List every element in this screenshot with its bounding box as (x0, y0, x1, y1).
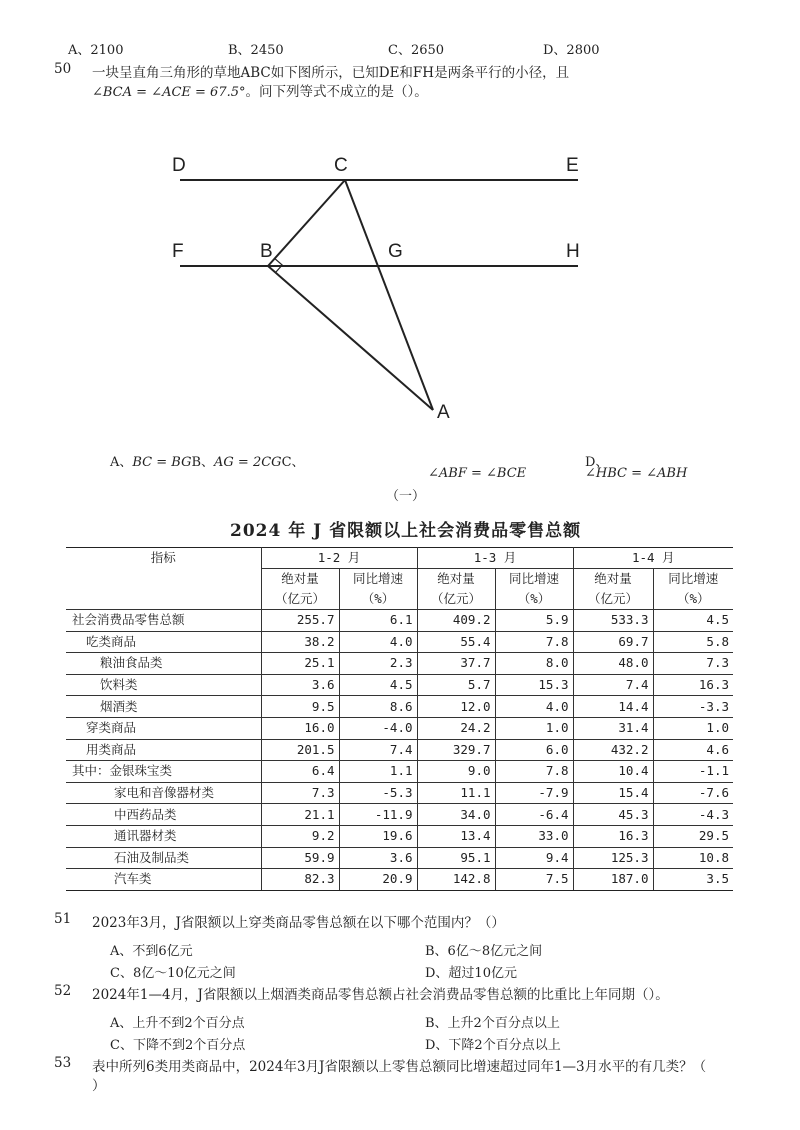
cell-growth: -4.0 (339, 717, 417, 739)
cell-absolute: 12.0 (417, 696, 495, 718)
cell-absolute: 432.2 (573, 739, 653, 761)
q52-option-d[interactable]: D、下降2个百分点以上 (425, 1038, 561, 1053)
cell-growth: 29.5 (653, 825, 733, 847)
cell-growth: 7.8 (495, 631, 573, 653)
header-growth: 同比增速 (495, 569, 573, 590)
header-abs-unit: （亿元） (417, 589, 495, 610)
cell-absolute: 59.9 (261, 847, 339, 869)
q50-option-b-prefix[interactable]: B、 (191, 455, 215, 470)
cell-growth: 8.6 (339, 696, 417, 718)
q50-number: 50 (54, 61, 72, 77)
q51-number: 51 (54, 911, 72, 927)
q49-option-c[interactable]: C、2650 (388, 43, 445, 58)
row-label: 烟酒类 (66, 696, 261, 718)
segment-ca (345, 180, 433, 410)
cell-absolute: 82.3 (261, 869, 339, 891)
q53-text: 表中所列6类用类商品中，2024年3月J省限额以上零售总额同比增速超过同年1—3月水平的有几类？（ (92, 1059, 707, 1075)
cell-growth: -5.3 (339, 782, 417, 804)
row-label: 石油及制品类 (66, 847, 261, 869)
q50-option-a-prefix[interactable]: A、 (110, 455, 133, 470)
row-label: 社会消费品零售总额 (66, 610, 261, 632)
header-growth-unit: （%） (339, 589, 417, 610)
label-c: C (334, 155, 348, 176)
label-e: E (566, 155, 579, 176)
cell-growth: 1.1 (339, 761, 417, 783)
q51-option-a[interactable]: A、不到6亿元 (110, 944, 193, 959)
q49-option-a[interactable]: A、2100 (68, 43, 124, 58)
header-abs-unit: （亿元） (573, 589, 653, 610)
cell-absolute: 329.7 (417, 739, 495, 761)
cell-growth: 2.3 (339, 653, 417, 675)
q50-option-b[interactable]: AG = 2CG (214, 455, 282, 470)
q52-option-c[interactable]: C、下降不到2个百分点 (110, 1038, 246, 1053)
cell-absolute: 15.4 (573, 782, 653, 804)
header-period-3: 1-4 月 (573, 548, 733, 569)
cell-growth: -7.6 (653, 782, 733, 804)
q51-option-c[interactable]: C、8亿～10亿元之间 (110, 966, 236, 981)
q49-option-b[interactable]: B、2450 (228, 43, 284, 58)
label-d: D (172, 155, 186, 176)
header-growth: 同比增速 (339, 569, 417, 590)
cell-absolute: 142.8 (417, 869, 495, 891)
cell-absolute: 25.1 (261, 653, 339, 675)
table-row (66, 782, 733, 804)
header-abs: 绝对量 (417, 569, 495, 590)
cell-growth: 4.5 (339, 674, 417, 696)
row-label: 其中：金银珠宝类 (66, 761, 261, 783)
q50-option-c[interactable]: ∠ABF = ∠BCE (428, 466, 527, 481)
q50-text: 一块呈直角三角形的草地ABC如下图所示，已知DE和FH是两条平行的小径，且 (92, 65, 570, 81)
q51-option-d[interactable]: D、超过10亿元 (425, 966, 517, 981)
cell-growth: 19.6 (339, 825, 417, 847)
cell-absolute: 34.0 (417, 804, 495, 826)
cell-growth: 4.0 (495, 696, 573, 718)
cell-growth: 15.3 (495, 674, 573, 696)
q51-text: 2023年3月，J省限额以上穿类商品零售总额在以下哪个范围内？（） (92, 915, 505, 931)
q52-option-a[interactable]: A、上升不到2个百分点 (110, 1016, 245, 1031)
segment-bc (268, 180, 345, 266)
cell-growth: -1.1 (653, 761, 733, 783)
table-row (66, 696, 733, 718)
label-h: H (566, 241, 580, 262)
cell-growth: 3.6 (339, 847, 417, 869)
table-row (66, 653, 733, 675)
cell-absolute: 11.1 (417, 782, 495, 804)
cell-absolute: 69.7 (573, 631, 653, 653)
row-label: 通讯器材类 (66, 825, 261, 847)
cell-absolute: 14.4 (573, 696, 653, 718)
cell-absolute: 125.3 (573, 847, 653, 869)
table-title: 2024 年 J 省限额以上社会消费品零售总额 (230, 521, 582, 541)
cell-growth: 20.9 (339, 869, 417, 891)
cell-absolute: 55.4 (417, 631, 495, 653)
cell-growth: 6.1 (339, 610, 417, 632)
cell-growth: -11.9 (339, 804, 417, 826)
cell-growth: 1.0 (495, 717, 573, 739)
cell-growth: 4.5 (653, 610, 733, 632)
header-abs: 绝对量 (261, 569, 339, 590)
header-growth-unit: （%） (653, 589, 733, 610)
cell-absolute: 13.4 (417, 825, 495, 847)
cell-absolute: 187.0 (573, 869, 653, 891)
table-row (66, 847, 733, 869)
q50-option-c-prefix[interactable]: C、 (281, 455, 305, 470)
cell-absolute: 9.0 (417, 761, 495, 783)
q52-text: 2024年1—4月，J省限额以上烟酒类商品零售总额占社会消费品零售总额的比重比上年同期（）。 (92, 987, 669, 1003)
q52-number: 52 (54, 983, 72, 999)
cell-growth: 3.5 (653, 869, 733, 891)
cell-growth: 5.9 (495, 610, 573, 632)
cell-growth: 6.0 (495, 739, 573, 761)
cell-growth: 10.8 (653, 847, 733, 869)
row-label: 吃类商品 (66, 631, 261, 653)
row-label: 汽车类 (66, 869, 261, 891)
cell-growth: 4.0 (339, 631, 417, 653)
cell-absolute: 9.5 (261, 696, 339, 718)
header-abs: 绝对量 (573, 569, 653, 590)
header-period-1: 1-2 月 (261, 548, 417, 569)
q53-text-cont: ） (92, 1078, 106, 1094)
cell-growth: -6.4 (495, 804, 573, 826)
cell-absolute: 21.1 (261, 804, 339, 826)
q52-option-b[interactable]: B、上升2个百分点以上 (425, 1016, 560, 1031)
header-growth-unit: （%） (495, 589, 573, 610)
header-growth: 同比增速 (668, 571, 719, 586)
cell-absolute: 37.7 (417, 653, 495, 675)
cell-growth: -4.3 (653, 804, 733, 826)
cell-absolute: 10.4 (573, 761, 653, 783)
table-row (66, 869, 733, 891)
cell-absolute: 533.3 (573, 610, 653, 632)
table-row (66, 804, 733, 826)
cell-absolute: 48.0 (573, 653, 653, 675)
row-label: 穿类商品 (66, 717, 261, 739)
cell-absolute: 16.0 (261, 717, 339, 739)
cell-growth: -3.3 (653, 696, 733, 718)
q49-option-d[interactable]: D、2800 (543, 43, 600, 58)
cell-absolute: 31.4 (573, 717, 653, 739)
cell-absolute: 16.3 (573, 825, 653, 847)
q50-text-end: 。问下列等式不成立的是（）。 (245, 84, 428, 100)
table-row (66, 717, 733, 739)
table-row (66, 739, 733, 761)
cell-growth: 7.5 (495, 869, 573, 891)
cell-growth: 16.3 (653, 674, 733, 696)
cell-absolute: 3.6 (261, 674, 339, 696)
q50-option-d[interactable]: ∠HBC = ∠ABH (585, 466, 688, 481)
cell-absolute: 7.4 (573, 674, 653, 696)
row-label: 饮料类 (66, 674, 261, 696)
cell-growth: 33.0 (495, 825, 573, 847)
cell-absolute: 255.7 (261, 610, 339, 632)
label-f: F (172, 241, 184, 262)
table-row (66, 825, 733, 847)
cell-growth: 8.0 (495, 653, 573, 675)
header-abs-unit: （亿元） (261, 589, 339, 610)
cell-absolute: 24.2 (417, 717, 495, 739)
cell-growth: 7.4 (339, 739, 417, 761)
cell-absolute: 6.4 (261, 761, 339, 783)
table-row (66, 631, 733, 653)
row-label: 粮油食品类 (66, 653, 261, 675)
cell-absolute: 409.2 (417, 610, 495, 632)
triangle-figure (0, 0, 800, 500)
cell-growth: 9.4 (495, 847, 573, 869)
cell-growth: 5.8 (653, 631, 733, 653)
q51-option-b[interactable]: B、6亿～8亿元之间 (425, 944, 543, 959)
label-b: B (260, 241, 273, 262)
row-label: 家电和音像器材类 (66, 782, 261, 804)
cell-absolute: 95.1 (417, 847, 495, 869)
cell-growth: 7.3 (653, 653, 733, 675)
q50-condition: ∠BCA = ∠ACE = 67.5° (92, 85, 246, 100)
cell-absolute: 38.2 (261, 631, 339, 653)
cell-absolute: 7.3 (261, 782, 339, 804)
cell-absolute: 5.7 (417, 674, 495, 696)
header-indicator: 指标 (66, 548, 261, 610)
cell-absolute: 201.5 (261, 739, 339, 761)
cell-growth: -7.9 (495, 782, 573, 804)
table-row (66, 761, 733, 783)
table-row (66, 674, 733, 696)
row-label: 中西药品类 (66, 804, 261, 826)
section-marker: （一） (386, 489, 426, 504)
table-row (66, 610, 733, 632)
cell-absolute: 45.3 (573, 804, 653, 826)
cell-absolute: 9.2 (261, 825, 339, 847)
cell-growth: 1.0 (653, 717, 733, 739)
header-period-2: 1-3 月 (417, 548, 573, 569)
cell-growth: 7.8 (495, 761, 573, 783)
cell-growth: 4.6 (653, 739, 733, 761)
row-label: 用类商品 (66, 739, 261, 761)
segment-ba (268, 266, 433, 410)
label-g: G (388, 241, 403, 262)
q50-option-a[interactable]: BC = BG (132, 455, 192, 470)
label-a: A (437, 402, 450, 423)
q53-number: 53 (54, 1055, 72, 1071)
q50-option-d-prefix[interactable]: D、 (585, 455, 609, 470)
retail-sales-table (66, 547, 733, 891)
